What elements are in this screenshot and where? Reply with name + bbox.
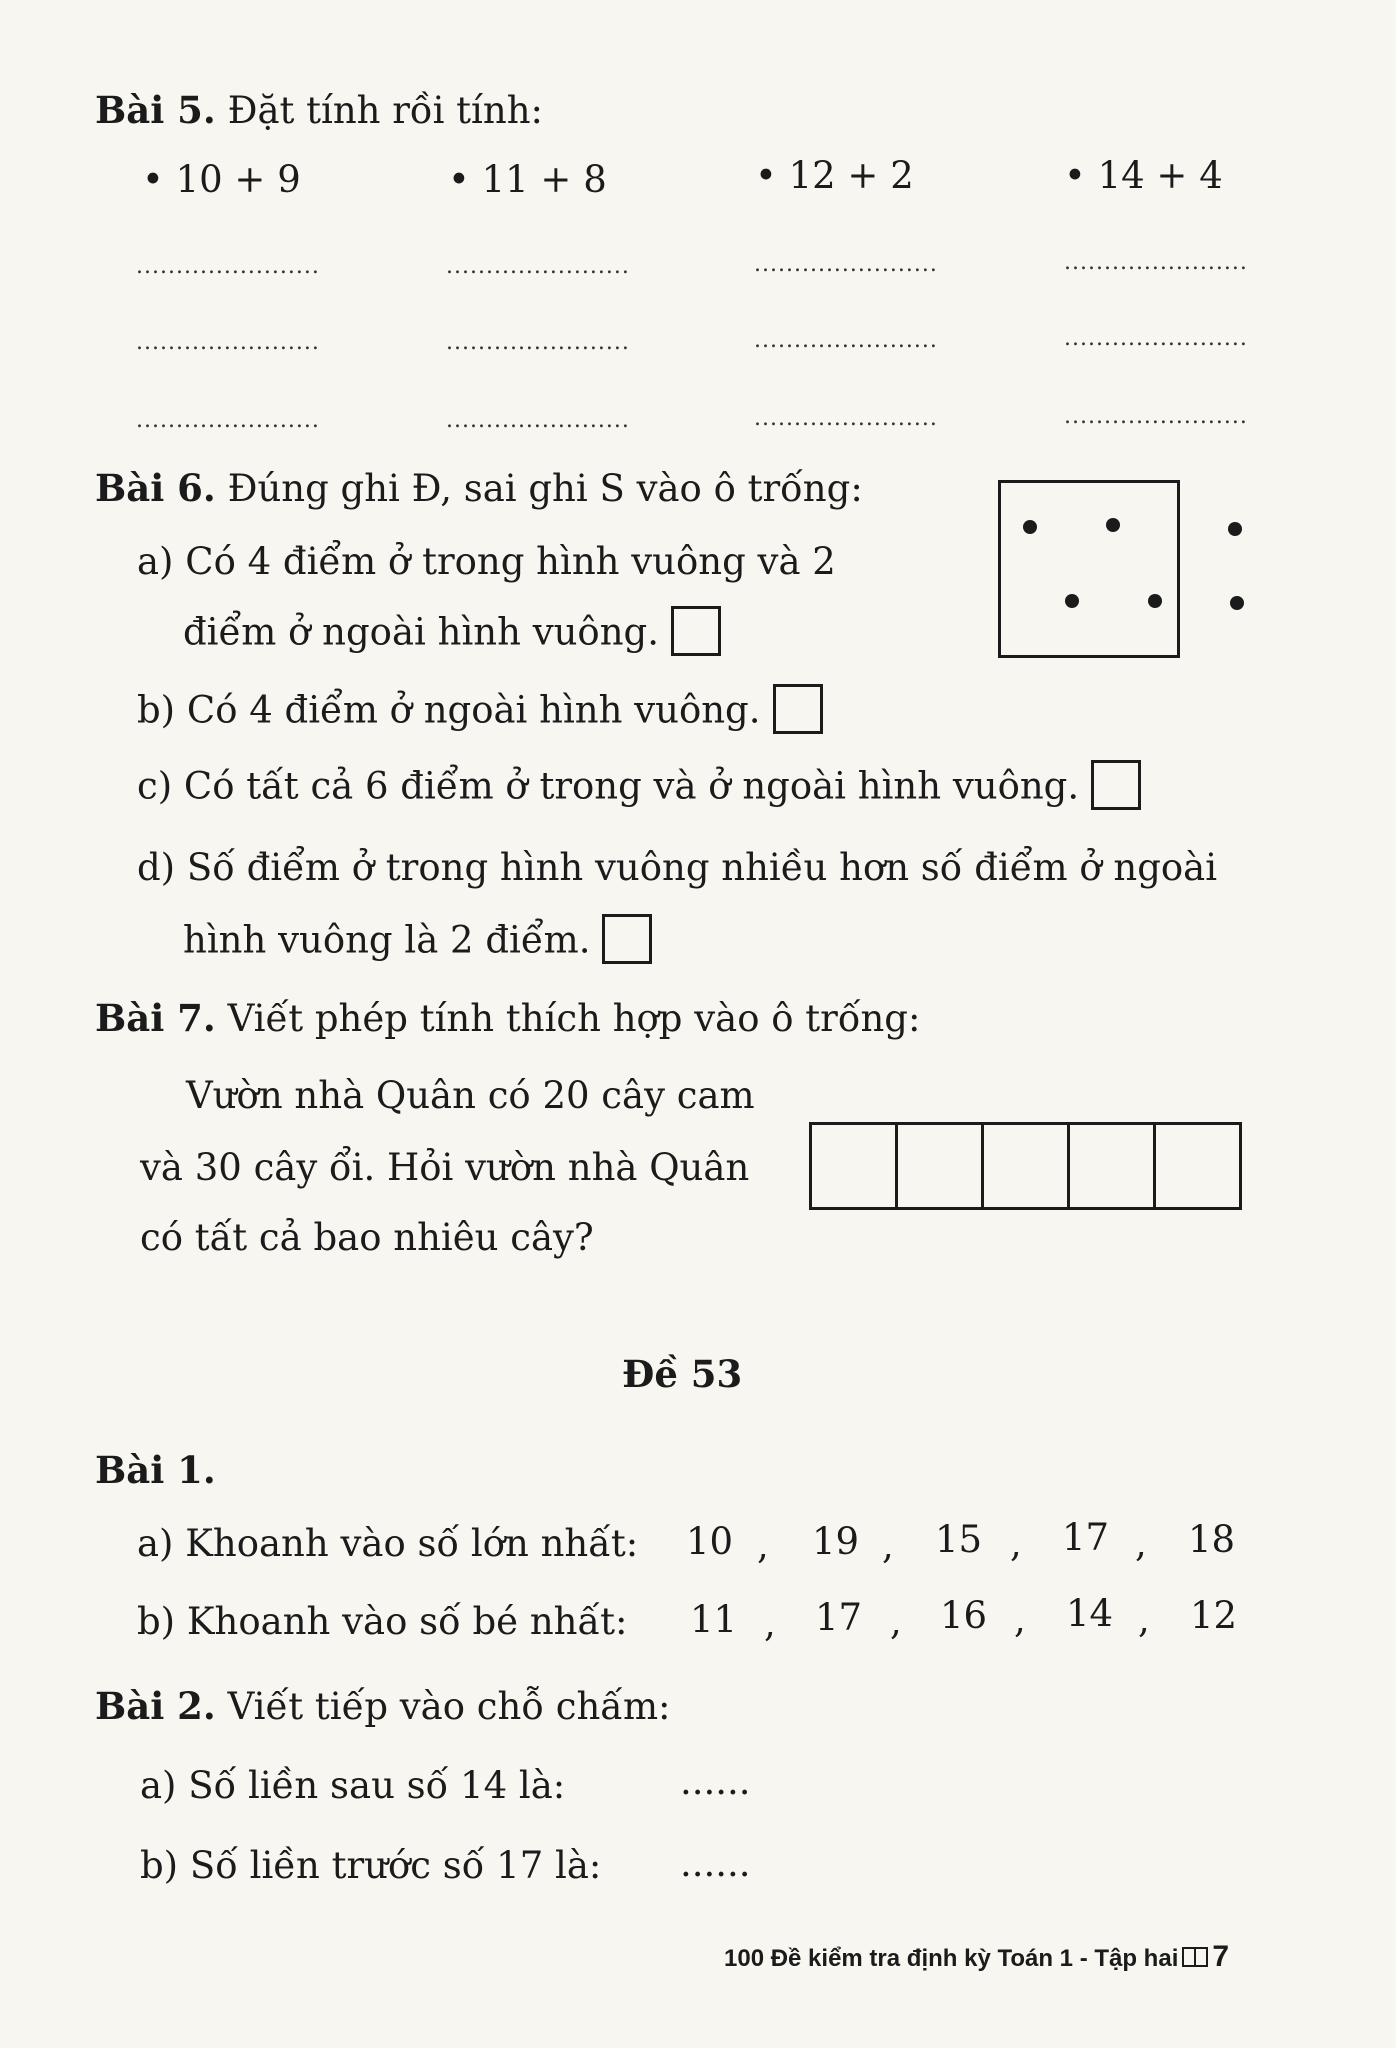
operation-cell[interactable]	[809, 1122, 898, 1210]
bai1-b-num[interactable]: 17	[815, 1596, 863, 1639]
bai7-heading	[95, 996, 920, 1041]
bai5-instruction: Đặt tính rồi tính:	[215, 89, 543, 132]
answer-line[interactable]: .......................	[1064, 250, 1248, 275]
bai1-b-num[interactable]: 11	[690, 1598, 738, 1641]
bai6-d-text: hình vuông là 2 điểm.	[183, 918, 591, 962]
bai5-item-2: • 11 + 8	[448, 158, 607, 201]
bai7-label: Bài 7.	[95, 996, 216, 1040]
bai1-b-num[interactable]: 16	[940, 1594, 988, 1637]
bai1-a-num[interactable]: 17	[1062, 1516, 1110, 1559]
answer-line[interactable]: .......................	[754, 252, 938, 277]
point	[1230, 596, 1244, 610]
bai6-label: Bài 6.	[95, 466, 216, 510]
bai1-b-label: b) Khoanh vào số bé nhất:	[137, 1600, 628, 1643]
point	[1228, 522, 1242, 536]
answer-line[interactable]: .......................	[136, 254, 320, 279]
separator: ,	[1138, 1598, 1150, 1641]
bai5-heading	[95, 88, 543, 133]
bai1-a-num[interactable]: 15	[935, 1518, 983, 1561]
answer-line[interactable]: .......................	[446, 330, 630, 355]
bai7-line3: có tất cả bao nhiêu cây?	[140, 1216, 594, 1259]
bai7-line2: và 30 cây ổi. Hỏi vườn nhà Quân	[140, 1146, 750, 1189]
footer	[724, 1940, 1229, 1974]
answer-box-a[interactable]	[671, 606, 721, 656]
bai2-b-blank[interactable]: ......	[680, 1842, 751, 1885]
answer-line[interactable]: .......................	[446, 408, 630, 433]
answer-box-c[interactable]	[1091, 760, 1141, 810]
point	[1106, 518, 1120, 532]
bai1-a-num[interactable]: 18	[1188, 1518, 1236, 1561]
separator: ,	[890, 1600, 902, 1643]
separator: ,	[764, 1602, 776, 1645]
bai1-b-num[interactable]: 14	[1066, 1592, 1114, 1635]
exam-title: Đề 53	[622, 1352, 743, 1396]
bai6-c	[137, 764, 1141, 814]
bai5-item-3: • 12 + 2	[755, 154, 914, 197]
bai1-a-num[interactable]: 19	[812, 1520, 860, 1563]
bai6-d-line1: d) Số điểm ở trong hình vuông nhiều hơn số điểm ở ngoài	[137, 846, 1218, 889]
bai2-instruction: Viết tiếp vào chỗ chấm:	[215, 1685, 671, 1728]
footer-title: 100 Đề kiểm tra định kỳ Toán 1 - Tập hai	[724, 1945, 1179, 1972]
answer-box-d[interactable]	[602, 914, 652, 964]
separator: ,	[757, 1524, 769, 1567]
bai2-heading	[95, 1684, 671, 1729]
book-icon	[1182, 1947, 1208, 1967]
bai1-a-num[interactable]: 10	[686, 1520, 734, 1563]
answer-line[interactable]: .......................	[1064, 326, 1248, 351]
bai2-a: a) Số liền sau số 14 là:	[140, 1764, 566, 1807]
point	[1023, 520, 1037, 534]
bai6-d-line2	[183, 918, 652, 968]
operation-cell[interactable]	[1067, 1122, 1156, 1210]
point	[1065, 594, 1079, 608]
bai1-a-label: a) Khoanh vào số lớn nhất:	[137, 1522, 639, 1565]
bai6-c-text: c) Có tất cả 6 điểm ở trong và ở ngoài hình vuông.	[137, 764, 1080, 808]
answer-line[interactable]: .......................	[446, 254, 630, 279]
bai6-b	[137, 688, 823, 738]
bai6-a-line1: a) Có 4 điểm ở trong hình vuông và 2	[137, 540, 836, 583]
bai5-item-1: • 10 + 9	[142, 158, 301, 201]
separator: ,	[1010, 1522, 1022, 1565]
bai2-label: Bài 2.	[95, 1684, 216, 1728]
answer-line[interactable]: .......................	[754, 406, 938, 431]
bai6-a-text: điểm ở ngoài hình vuông.	[183, 610, 659, 654]
bai2-a-blank[interactable]: ......	[680, 1760, 751, 1803]
operation-grid	[809, 1122, 1242, 1210]
answer-line[interactable]: .......................	[1064, 404, 1248, 429]
separator: ,	[882, 1524, 894, 1567]
bai7-instruction: Viết phép tính thích hợp vào ô trống:	[215, 997, 921, 1040]
bai5-label: Bài 5.	[95, 88, 216, 132]
bai6-b-text: b) Có 4 điểm ở ngoài hình vuông.	[137, 688, 761, 732]
answer-line[interactable]: .......................	[754, 328, 938, 353]
square-figure	[998, 480, 1180, 658]
operation-cell[interactable]	[981, 1122, 1070, 1210]
answer-box-b[interactable]	[773, 684, 823, 734]
operation-cell[interactable]	[895, 1122, 984, 1210]
separator: ,	[1135, 1522, 1147, 1565]
operation-cell[interactable]	[1153, 1122, 1242, 1210]
page-number: 7	[1212, 1940, 1230, 1973]
bai1-b-num[interactable]: 12	[1190, 1594, 1238, 1637]
bai2-b: b) Số liền trước số 17 là:	[140, 1844, 602, 1887]
bai5-item-4: • 14 + 4	[1064, 154, 1223, 197]
bai1-label: Bài 1.	[95, 1448, 216, 1492]
separator: ,	[1014, 1598, 1026, 1641]
bai6-a-line2	[183, 610, 721, 660]
bai7-line1: Vườn nhà Quân có 20 cây cam	[186, 1074, 755, 1117]
point	[1148, 594, 1162, 608]
bai6-instruction: Đúng ghi Đ, sai ghi S vào ô trống:	[215, 467, 863, 510]
bai6-heading	[95, 466, 863, 511]
answer-line[interactable]: .......................	[136, 408, 320, 433]
answer-line[interactable]: .......................	[136, 330, 320, 355]
